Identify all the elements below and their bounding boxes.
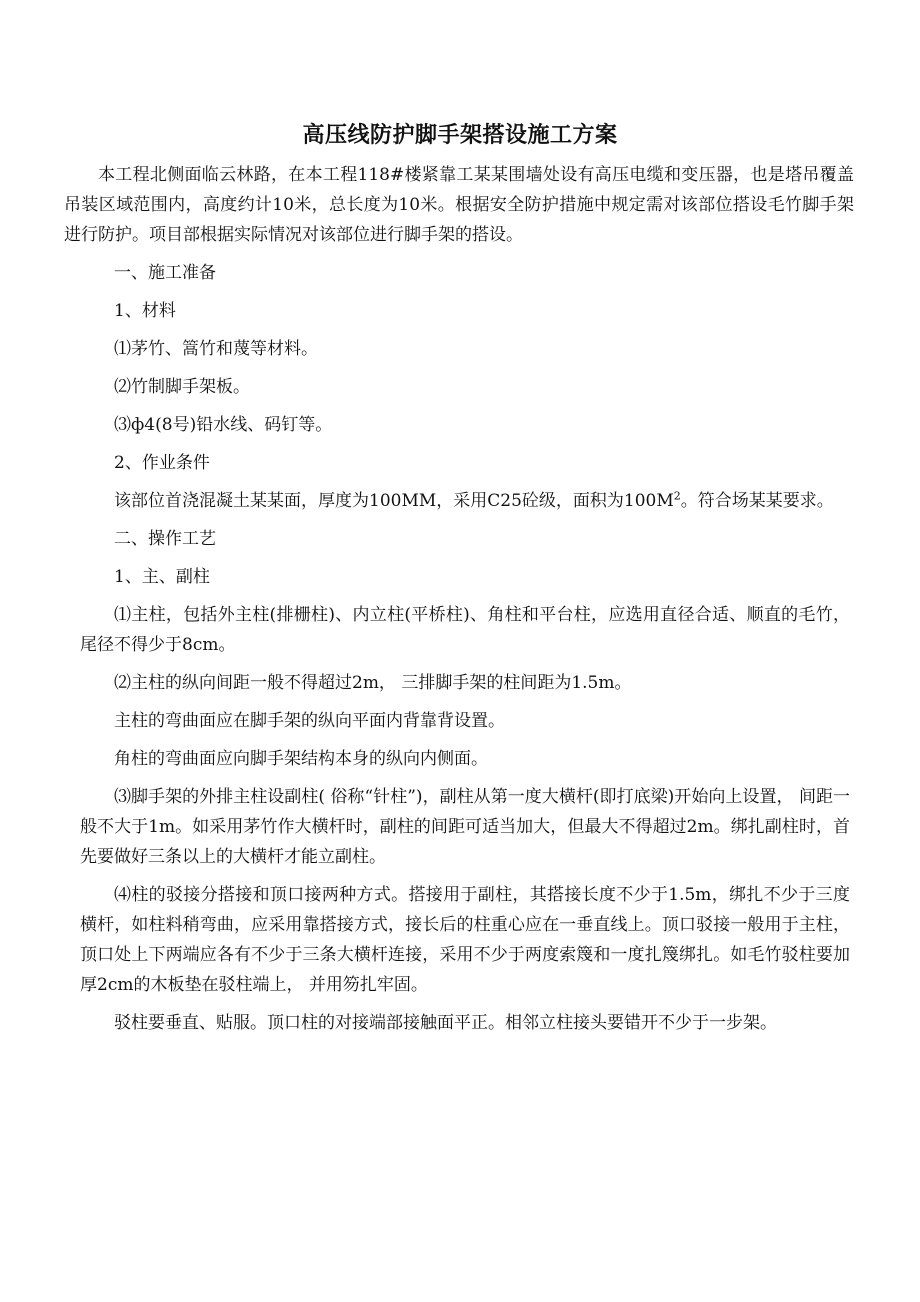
document-body [64, 160, 854, 1046]
subsection-heading-columns: 1、主、副柱 [114, 567, 210, 587]
conditions-paragraph [80, 486, 850, 516]
superscript-2: 2 [673, 489, 681, 503]
paragraph-splice-requirements: 驳柱要垂直、贴服。顶口柱的对接端部接触面平正。相邻立柱接头要错开不少于一步架。 [114, 1013, 777, 1033]
subsection-heading-conditions: 2、作业条件 [114, 453, 210, 473]
subsection-heading-materials: 1、材料 [114, 301, 176, 321]
paragraph-column-spacing: ⑵主柱的纵向间距一般不得超过2m， 三排脚手架的柱间距为1.5m。 [114, 673, 632, 693]
material-item-3: ⑶ф4(8号)铅水线、码钉等。 [114, 415, 333, 435]
paragraph-bend-face: 主柱的弯曲面应在脚手架的纵向平面内背靠背设置。 [114, 711, 505, 731]
conditions-text-a: 该部位首浇混凝土某某面，厚度为100MM，采用C25砼级，面积为100M [114, 491, 674, 511]
material-item-2: ⑵竹制脚手架板。 [114, 377, 250, 397]
paragraph-column-splicing: ⑷柱的驳接分搭接和顶口接两种方式。搭接用于副柱，其搭接长度不少于1.5m，绑扎不少于三度横杆，如柱料稍弯曲，应采用靠搭接方式，接长后的柱重心应在一垂直线上。顶口驳接一般用于主柱，顶口处上下两端应各有不少于三条大横杆连接，采用不少于两度索篾和一度扎篾绑扎。如毛竹驳柱要加厚2cm的木板垫在驳柱端上， 并用笏扎牢固。 [80, 885, 850, 995]
section-heading-process: 二、操作工艺 [114, 529, 216, 549]
paragraph-corner-column: 角柱的弯曲面应向脚手架结构本身的纵向内侧面。 [114, 749, 488, 769]
intro-paragraph: 本工程北侧面临云林路，在本工程118#楼紧靠工某某围墙处设有高压电缆和变压器，也是塔吊覆盖吊装区域范围内，高度约计10米，总长度为10米。根据安全防护措施中规定需对该部位搭设毛竹脚手架进行防护。项目部根据实际情况对该部位进行脚手架的搭设。 [64, 165, 854, 245]
document-title: 高压线防护脚手架搭设施工方案 [302, 122, 618, 148]
paragraph-main-columns: ⑴主柱，包括外主柱(排栅柱)、内立柱(平桥柱)、角柱和平台柱，应选用直径合适、顺直的毛竹，尾径不得少于8cm。 [80, 605, 850, 655]
section-heading-preparation: 一、施工准备 [114, 263, 216, 283]
paragraph-secondary-columns: ⑶脚手架的外排主柱设副柱( 俗称“针柱”)，副柱从第一度大横杆(即打底梁)开始向上设置， 间距一般不大于1m。如采用茅竹作大横杆时，副柱的间距可适当加大，但最大不得超过2m。绑扎副柱时，首先要做好三条以上的大横杆才能立副柱。 [80, 787, 850, 867]
material-item-1: ⑴茅竹、篙竹和蔑等材料。 [114, 339, 318, 359]
conditions-text-b: 。符合场某某要求。 [680, 491, 834, 511]
